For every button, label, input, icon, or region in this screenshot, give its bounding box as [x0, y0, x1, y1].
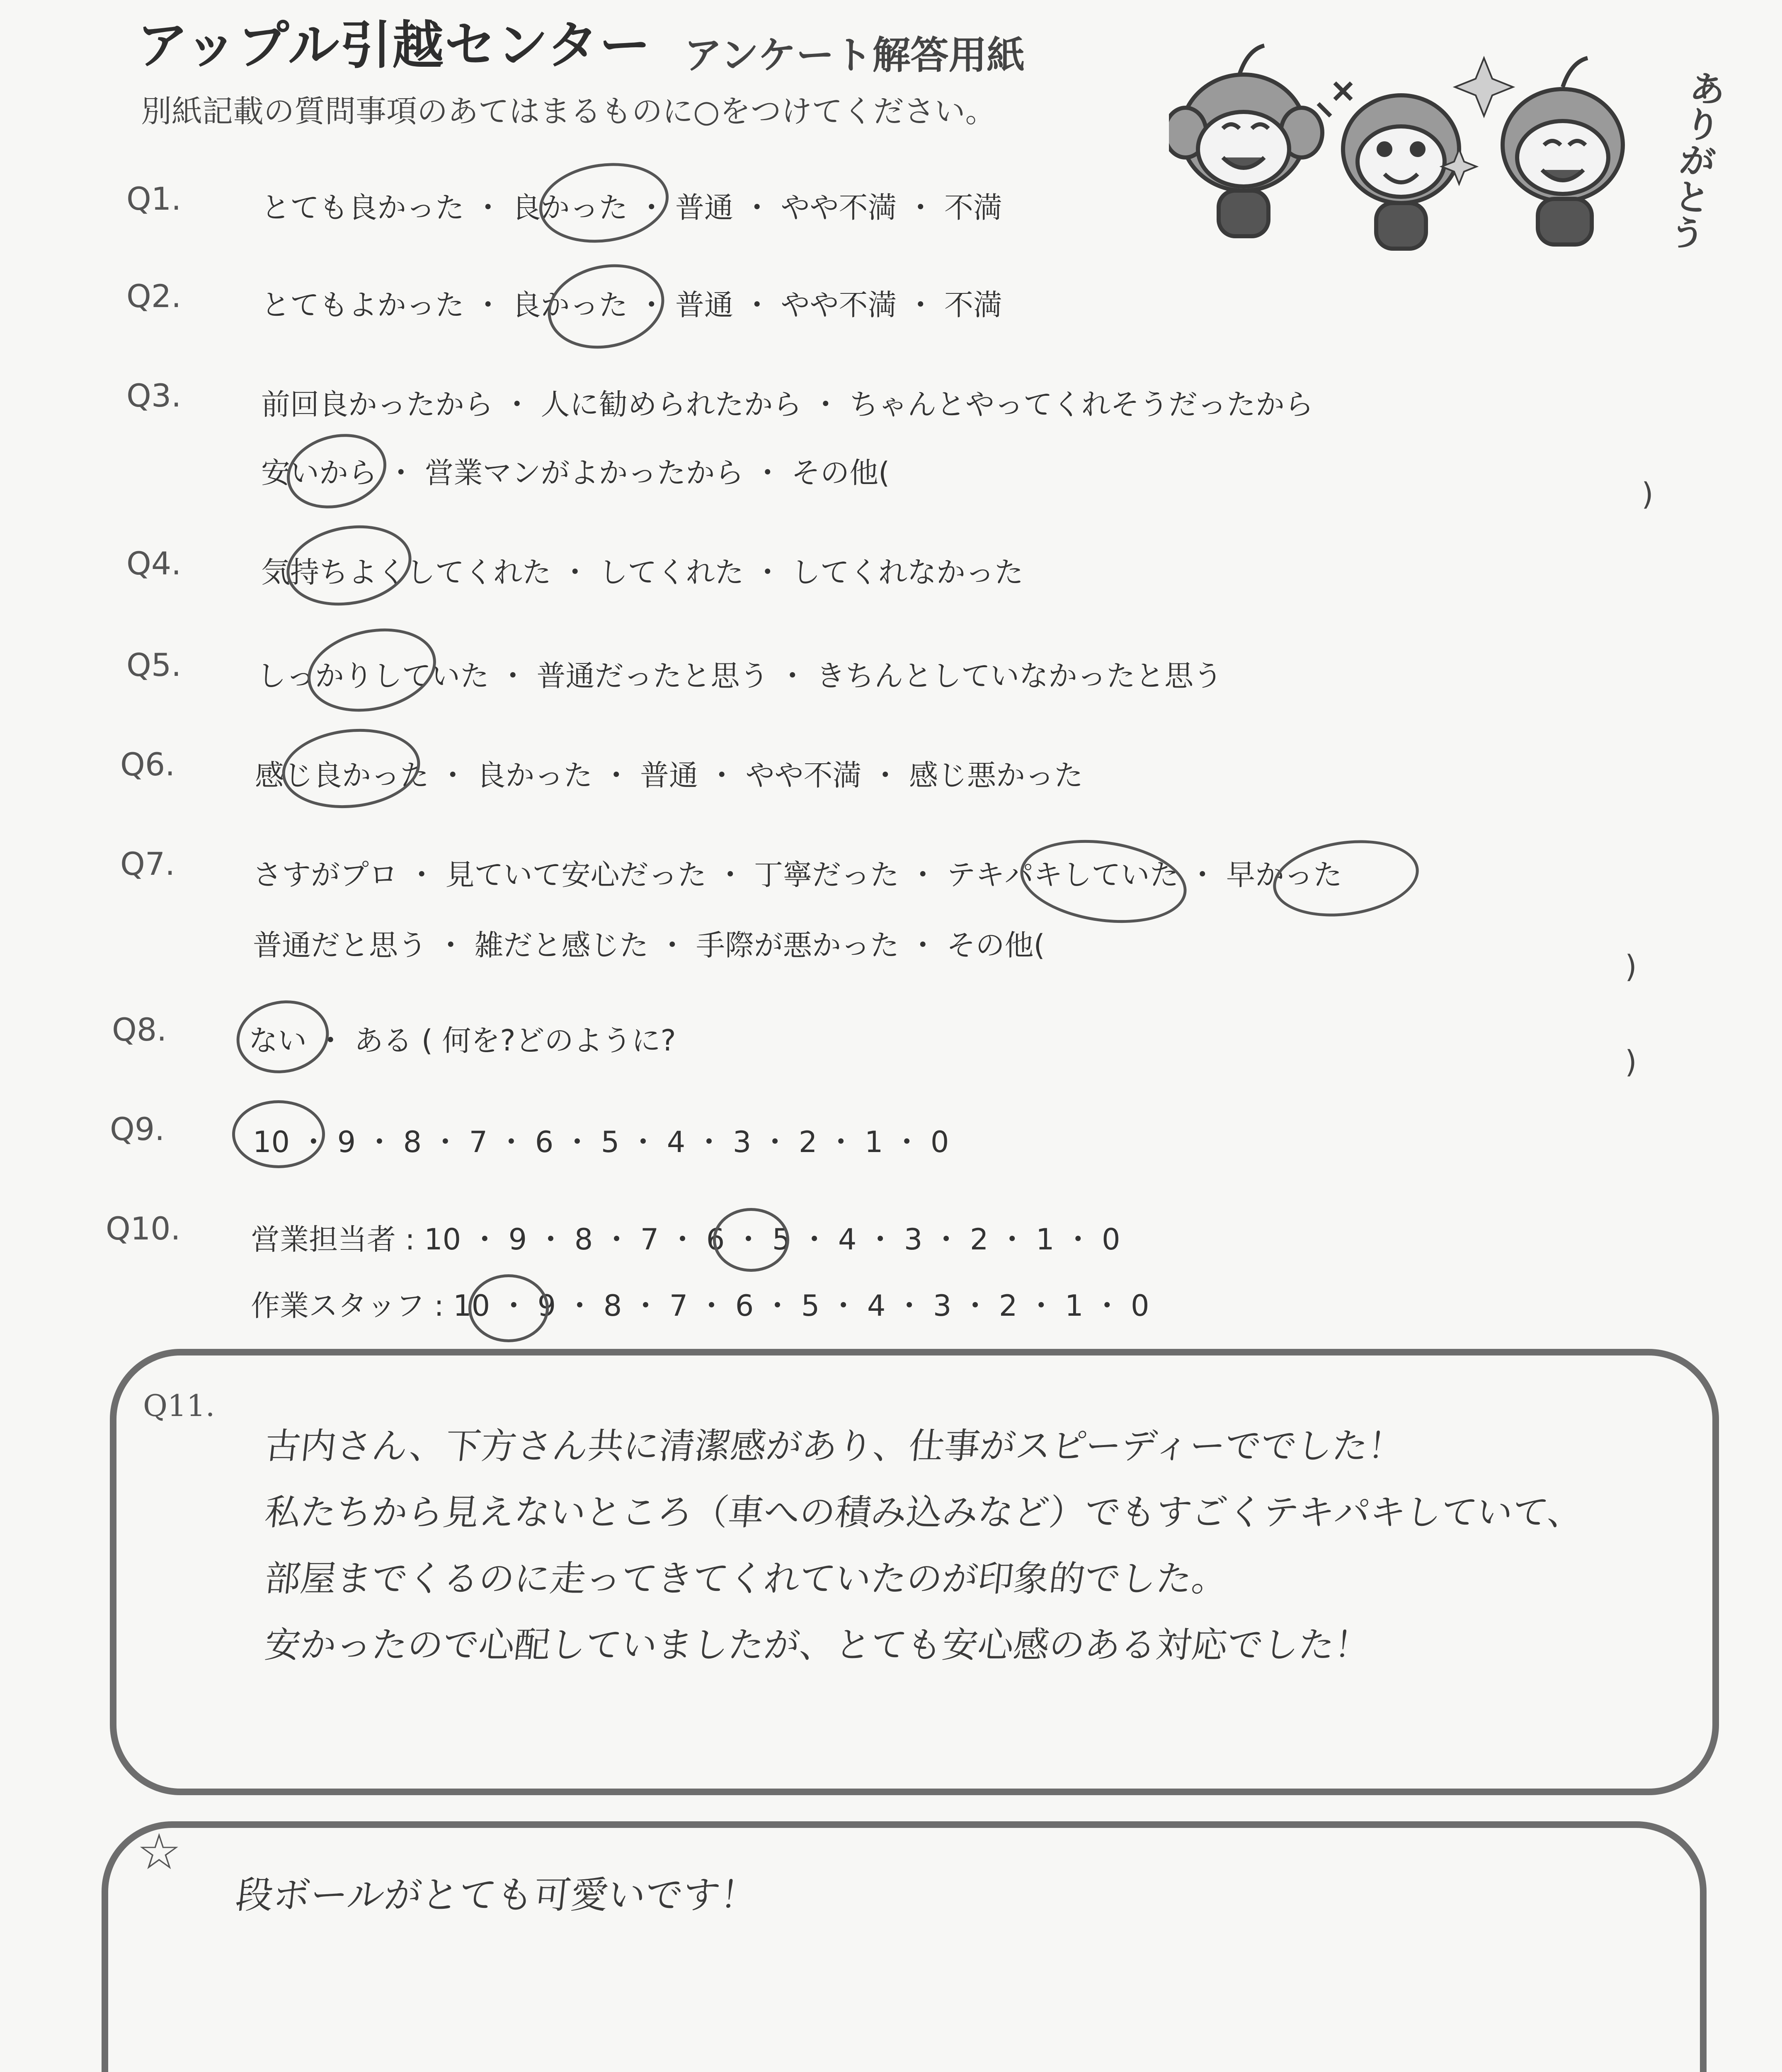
q5-options: しっかりしていた ・ 普通だったと思う ・ きちんとしていなかったと思う: [257, 659, 1223, 693]
form-subtitle: アンケート解答用紙: [684, 33, 1025, 77]
q3-options-line1: 前回良かったから ・ 人に勧められたから ・ ちゃんとやってくれそうだったから: [261, 387, 1314, 421]
q4-label: Q4.: [126, 545, 182, 582]
q3-answer-circle: [279, 423, 395, 519]
q10-sales-options: 営業担当者 : 10 ・ 9 ・ 8 ・ 7 ・ 6 ・ 5 ・ 4 ・ 3 ・ 2 ・ 1 ・ 0: [251, 1222, 1120, 1256]
q3-label: Q3.: [126, 377, 182, 414]
q9-options: 10 ・ 9 ・ 8 ・ 7 ・ 6 ・ 5 ・ 4 ・ 3 ・ 2 ・ 1 ・ 0: [253, 1125, 949, 1159]
q11-comment-line-1: 古内さん、下方さん共に清潔感があり、仕事がスピーディーででした！: [262, 1426, 1406, 1467]
q1-options: とても良かった ・ 良かった ・ 普通 ・ やや不満 ・ 不満: [261, 191, 1003, 225]
star-comment-text: 段ボールがとても可愛いです！: [233, 1874, 760, 1917]
q2-label: Q2.: [126, 278, 182, 315]
q11-comment-line-3: 部屋までくるのに走ってきてくれていたのが印象的でした。: [262, 1558, 1230, 1600]
q10-sales-answer-circle: [713, 1208, 789, 1272]
q6-label: Q6.: [120, 746, 175, 783]
q11-comment-line-4: 安かったので心配していましたが、とても安心感のある対応でした！: [262, 1624, 1372, 1666]
q1-answer-circle: [534, 155, 674, 251]
q3-other-close: ): [1641, 477, 1654, 512]
q7-other-close: ): [1625, 949, 1637, 985]
q8-label: Q8.: [112, 1011, 167, 1048]
q7-answer-circle-2: [1268, 831, 1423, 925]
q11-comment-line-2: 私たちから見えないところ（車への積み込みなど）でもすごくテキパキしていて、: [262, 1492, 1586, 1533]
q10-staff-answer-circle: [468, 1274, 549, 1342]
q10-staff-options: 作業スタッフ : 10 ・ 9 ・ 8 ・ 7 ・ 6 ・ 5 ・ 4 ・ 3 ・ 2 ・ 1 ・ 0: [251, 1289, 1149, 1323]
q7-options-line1: さすがプロ ・ 見ていて安心だった ・ 丁寧だった ・ テキパキしていた ・ 早かった: [253, 858, 1343, 892]
q9-label: Q9.: [110, 1111, 165, 1147]
q8-close: ): [1625, 1044, 1637, 1080]
q6-options: 感じ良かった ・ 良かった ・ 普通 ・ やや不満 ・ 感じ悪かった: [255, 758, 1084, 792]
q3-options-line2: 安いから ・ 営業マンがよかったから ・ その他(: [261, 456, 890, 490]
star-comment-box: [102, 1821, 1707, 2072]
q5-answer-circle: [300, 617, 444, 723]
monkey-mascot-illustration: [1169, 25, 1687, 257]
q8-options: ない ・ ある ( 何を?どのように?: [249, 1024, 676, 1058]
q4-answer-circle: [280, 516, 418, 615]
q6-answer-circle: [278, 722, 424, 815]
q7-label: Q7.: [120, 845, 175, 882]
q11-label: Q11.: [143, 1388, 215, 1423]
q7-options-line2: 普通だと思う ・ 雑だと感じた ・ 手際が悪かった ・ その他(: [253, 928, 1045, 962]
thanks-vertical-text: ありがとう: [1667, 67, 1728, 257]
q8-answer-circle: [231, 993, 335, 1080]
instruction-text: 別紙記載の質問事項のあてはまるものに○をつけてください。: [141, 94, 996, 129]
q4-options: 気持ちよくしてくれた ・ してくれた ・ してくれなかった: [261, 555, 1024, 589]
star-icon: ☆: [137, 1823, 182, 1881]
q1-label: Q1.: [126, 180, 182, 217]
brand-title: アップル引越センター: [137, 16, 652, 75]
q9-answer-circle: [232, 1100, 325, 1168]
q2-answer-circle: [540, 254, 672, 359]
q2-options: とてもよかった ・ 良かった ・ 普通 ・ やや不満 ・ 不満: [261, 288, 1003, 322]
q5-label: Q5.: [126, 646, 182, 683]
q10-label: Q10.: [106, 1210, 181, 1247]
q7-answer-circle-1: [1015, 830, 1192, 933]
